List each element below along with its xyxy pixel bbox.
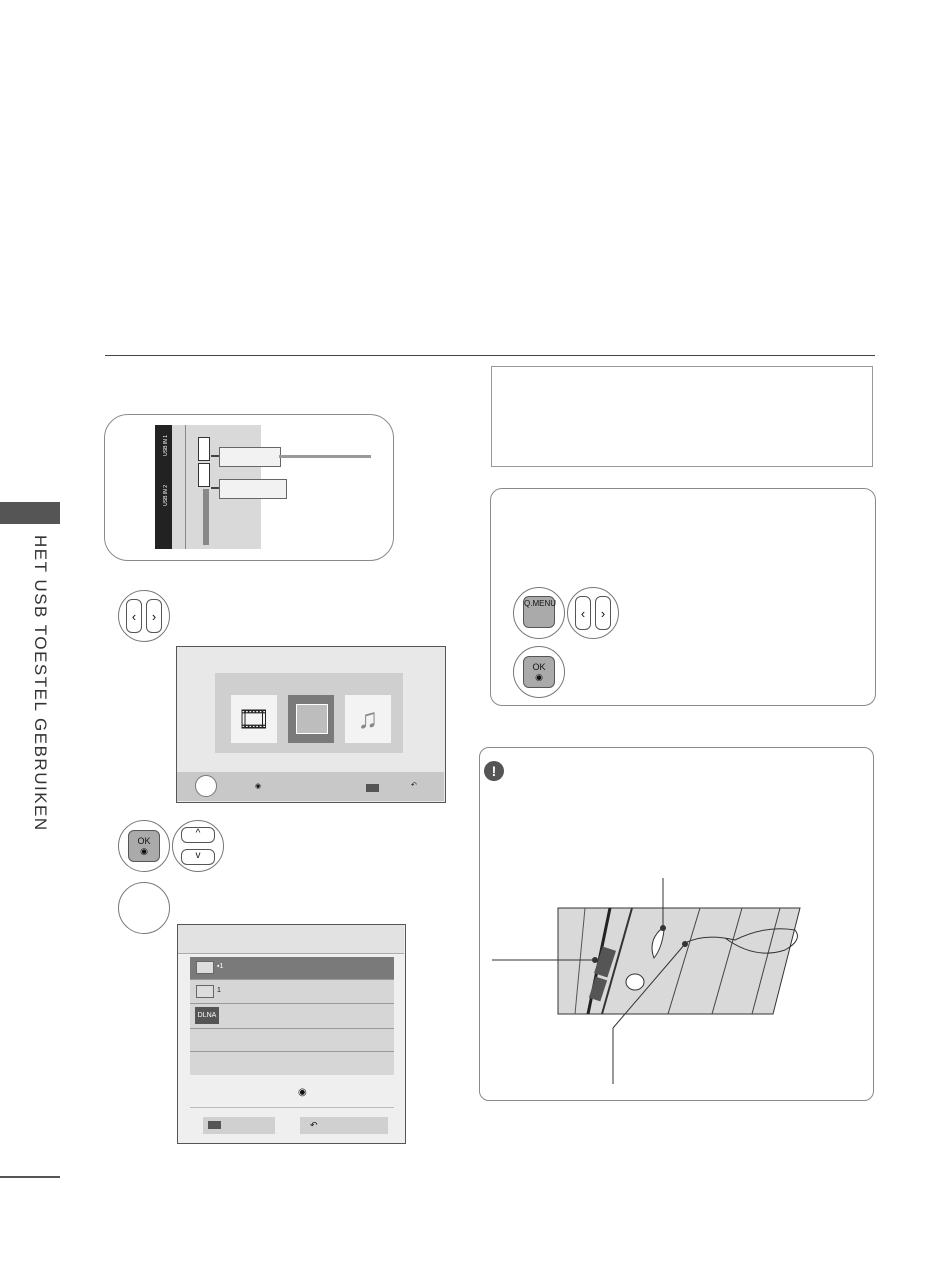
up-arrow-icon: ^ [195,828,201,839]
device-tag: 1 [217,987,221,994]
screen-ok-symbol: ◉ [255,783,262,790]
ok-label: OK [532,662,546,672]
usb-plug-1 [219,447,281,467]
left-arrow-icon: ‹ [131,609,137,624]
usb-port-label-2: USB IN 2 [163,485,169,506]
chapter-title: HET USB TOESTEL GEBRUIKEN [31,535,50,832]
device-row-usb-2[interactable] [190,981,394,1004]
note-box [479,747,874,1101]
usb-icon [196,985,214,998]
left-arrow-icon: ‹ [580,606,586,621]
right-arrow-icon: › [600,606,606,621]
usb-plug-2 [219,479,287,499]
qmenu-box [490,488,876,706]
usb-icon [196,961,214,974]
device-row-dlna[interactable] [190,1005,394,1029]
back-icon: ↶ [310,1120,318,1130]
note-icon: ! [484,761,504,781]
photo-icon[interactable] [288,695,334,743]
device-tag: ▪1 [217,963,224,970]
device-row-usb-1[interactable] [190,957,394,980]
screen-ok-icon [195,775,217,797]
qmenu-button-step[interactable] [513,587,565,639]
media-selection-screen [176,646,446,803]
list-exit-button[interactable] [203,1117,275,1134]
qmenu-left-right-buttons[interactable] [567,587,619,639]
list-ok-symbol: ◉ [298,1087,307,1098]
music-icon[interactable]: ♫ [345,695,391,743]
device-row-empty [190,1029,394,1052]
usb-port-illustration [104,414,394,561]
usb-port-label-1: USB IN 1 [163,435,169,456]
usb-port-1 [198,437,210,461]
page-footer-rule [0,1176,60,1178]
up-down-buttons[interactable] [172,820,224,872]
ok-button-step[interactable] [118,820,170,872]
left-right-buttons[interactable] [118,590,170,642]
step-indicator [118,882,170,934]
usb-port-2 [198,463,210,487]
right-arrow-icon: › [151,609,157,624]
device-list-screen [177,924,406,1144]
qmenu-label: Q.MENU [524,599,556,608]
down-arrow-icon: v [195,850,201,861]
qmenu-ok-button-step[interactable] [513,646,565,698]
screen-exit-key [366,784,379,792]
ok-symbol: ◉ [535,672,543,682]
list-back-button[interactable] [300,1117,388,1134]
dlna-icon: DLNA [195,1007,219,1024]
info-box [491,366,873,467]
screen-back-icon: ↶ [411,782,417,789]
ok-symbol: ◉ [140,846,148,856]
chapter-tab [0,502,60,524]
ok-label: OK [137,836,151,846]
section-divider [105,355,875,356]
movie-icon[interactable]: 🎞 [231,695,277,743]
device-row-empty [190,1052,394,1075]
usb-cable-holder-illustration [480,878,873,1098]
